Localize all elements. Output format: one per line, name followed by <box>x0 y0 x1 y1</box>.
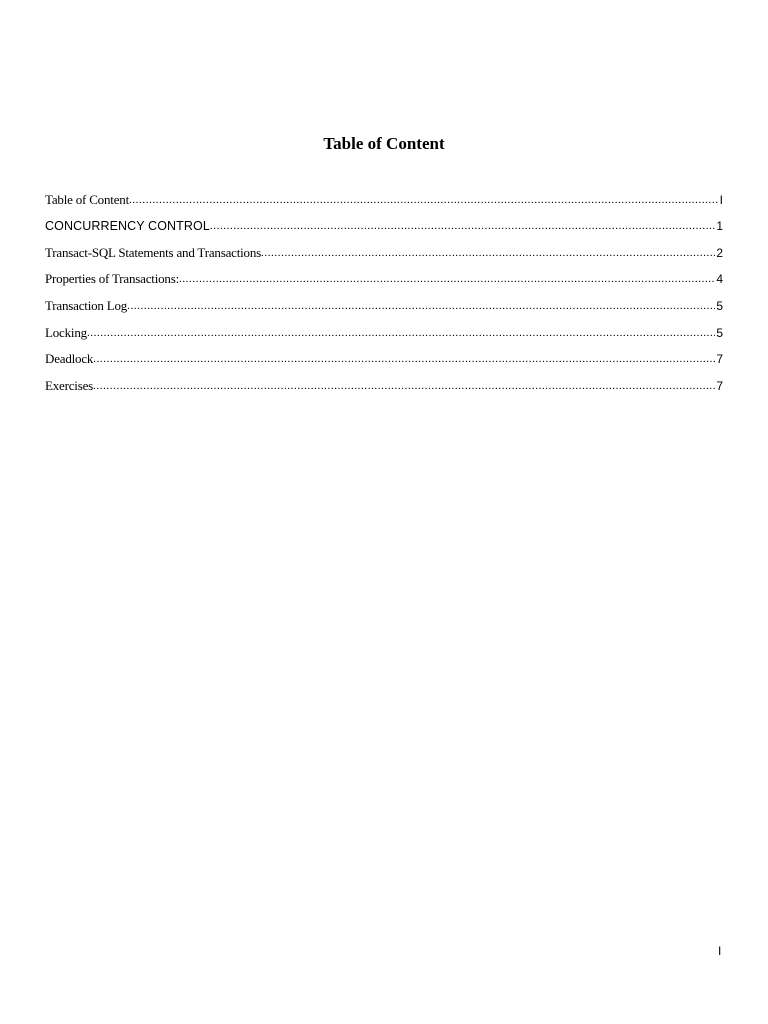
toc-entry-page: 7 <box>716 378 723 393</box>
toc-dot-leader <box>129 192 719 208</box>
toc-entry-exercises[interactable] <box>45 367 723 394</box>
toc-entry-concurrency-control[interactable] <box>45 208 723 235</box>
toc-entry-label: Transact-SQL Statements and Transactions <box>45 244 261 260</box>
toc-entry-page: 5 <box>716 298 723 313</box>
toc-entry-transact-sql[interactable] <box>45 234 723 261</box>
toc-entry-label: Transaction Log <box>45 297 128 313</box>
footer-page-number: I <box>718 944 722 958</box>
toc-entry-transaction-log[interactable] <box>45 287 723 314</box>
toc-title: Table of Content <box>323 134 445 153</box>
toc-entry-page: 7 <box>716 352 723 367</box>
toc-entry-page: 5 <box>716 325 723 340</box>
toc-dot-leader <box>261 245 715 261</box>
toc-dot-leader <box>87 325 715 341</box>
toc-entry-locking[interactable] <box>45 314 723 341</box>
toc-entry-page: 4 <box>716 272 723 287</box>
toc-dot-leader <box>93 378 715 394</box>
toc-entry-properties-of-transactions[interactable] <box>45 261 723 288</box>
toc-entry-page: I <box>719 192 723 207</box>
toc-entry-label: Deadlock <box>45 351 94 367</box>
toc-entry-label: Table of Content <box>45 191 129 207</box>
toc-dot-leader <box>93 351 715 367</box>
toc-entry-label: CONCURRENCY CONTROL <box>45 219 210 234</box>
toc-entry-page: 2 <box>716 245 723 260</box>
toc-dot-leader <box>127 298 715 314</box>
toc-entry-table-of-content[interactable] <box>45 181 723 208</box>
toc-entry-deadlock[interactable] <box>45 341 723 368</box>
toc-dot-leader <box>179 271 715 287</box>
toc-entry-label: Locking <box>45 324 87 340</box>
toc-entry-label: Exercises <box>45 377 94 393</box>
toc-entry-label: Properties of Transactions: <box>45 271 179 287</box>
toc-list <box>45 181 723 394</box>
toc-entry-page: 1 <box>716 219 723 234</box>
toc-dot-leader <box>210 218 715 234</box>
